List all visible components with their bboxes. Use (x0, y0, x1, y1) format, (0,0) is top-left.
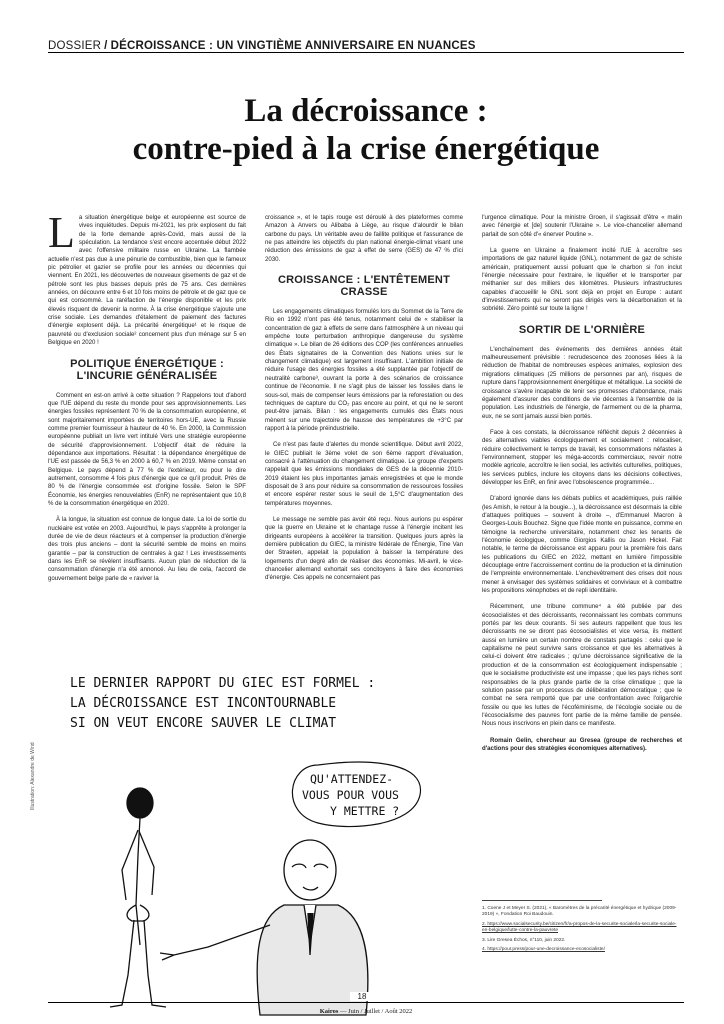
footnote-link[interactable]: 2. https://www.socialsecurity.be/citizen/fr/a-propos-de-la-securite-sociale/la-securite-sociale-en-belgique/lutte-contre-la-pauvrete (482, 921, 677, 934)
paragraph: croissance », et le tapis rouge est déroulé à des plateformes comme Amazon à Anvers ou Alibaba à Liège, au risque d'alourdir le bilan carbone du pays. Un véritable aveu de faillite politique et l'assurance de ne pas atteindre les objectifs du plan national énergie-climat visant une réduction des émissions de gaz à effet de serre (GES) de 47 % d'ici 2030. (265, 214, 463, 263)
politician-head (284, 840, 336, 900)
footer-rule (48, 1002, 684, 1003)
paragraph: Récemment, une tribune commune⁴ a été publiée par des écosocialistes et des décroissants, reconnaissant les combats communs portés par les deux courants. Si ses auteurs rappellent que tous les décroissants ne se diront pas écosocialistes et vice versa, ils mettent aussi en lumière un certain nombre de constats partagés : celui que le capitalisme ne peut survivre sans croissance et que les alternatives à celui-ci doivent être radicales ; qu'une décroissance significative de la production et de la consommation est écologiquement indispensable ; que le socialisme productiviste est une impasse ; que les pays riches sont responsables de la plus grande partie de la crise climatique ; que la solution passe par un processus de délibération démocratique ; que le combat ne sera remporté que par une confrontation avec l'oligarchie fossile ou que les luttes de l'écoféminisme, de l'écologie sociale ou de l'écosocialisme des pauvres font partie de la même famille de pensée. Nous nous inscrivons en plein dans ce manifeste. (482, 603, 682, 728)
subheading: POLITIQUE ÉNERGÉTIQUE : L'INCURIE GÉNÉRALISÉE (70, 357, 224, 382)
dropcap: L (48, 208, 75, 257)
paragraph-text: a situation énergétique belge et européenne est source de vives inquiétudes. Depuis mi-2021, les prix explosent du fait de la forte demande après-Covid, mais aussi de la spéculation. La tendance s'est encore accentuée début 2022 avec l'offensive militaire russe en Ukraine. La flambée actuelle n'est pas due à une pénurie de combustible, bien que le fameux pic pétrolier et gazier se profile pour les années ou décennies qui viennent. En 2021, les découvertes de nouveaux gisements de gaz et de pétrole sont les plus basses depuis près de 75 ans. Ces dernières années, on découvre entre 6 et 10 fois moins de pétrole et de gaz que ce qui est consommé. La raréfaction de l'énergie disponible et les prix élevés risquent de devenir la norme. À la crise énergétique s'ajoute une crise sociale. Les demandes d'étalement de paiement des factures d'énergie explosent déjà. La précarité énergétique¹ et le risque de pauvreté ou d'exclusion sociale² concernent plus d'un ménage sur 5 en Belgique en 2020 ! (48, 214, 246, 347)
paragraph: Les engagements climatiques formulés lors du Sommet de la Terre de Rio en 1992 n'ont pas été tenus, notamment celui de « stabiliser la concentration de gaz à effets de serre dans l'atmosphère à un niveau qui empêche toute perturbation anthropique dangereuse du système climatique ». Le bilan de 26 éditions des COP (les conférences annuelles des États signataires de la Convention des Nations unies sur le changement climatique) est largement insuffisant. L'ambition initiale de réduire l'usage des énergies fossiles a été supplantée par l'objectif de neutralité carbone³, ouvrant la porte à des scénarios de croissance continue de l'économie. Il ne s'agit plus de laisser les fossiles dans le sous-sol, mais de compenser leurs émissions par la reforestation ou des techniques de capture du CO₂ pas encore au point, et qui ne le seront peut-être jamais. Bilan : les engagements cumulés des États nous mènent sur une trajectoire de hausse des températures de +3°C par rapport à la période préindustrielle. (265, 308, 463, 432)
paragraph (48, 208, 246, 348)
footnotes (482, 900, 682, 956)
paragraph: Le message ne semble pas avoir été reçu. Nous aurions pu espérer que la guerre en Ukraine et le chantage russe à l'énergie incitent les dirigeants européens à accélérer la transition. Quelques jours après la dernière publication du GIEC, la ministre fédérale de l'Énergie, Tine Van der Straeten, appelait la population à baisser la température des logements d'un degré afin de réaliser des économies. Mi-avril, le vice-chancelier allemand exhortait ses concitoyens à faire des économies d'énergie. Ces appels ne concernaient pas (265, 515, 463, 582)
bubble-line-2: VOUS POUR VOUS (302, 788, 399, 802)
section-separator: / (104, 40, 108, 52)
section-topic: DÉCROISSANCE : UN VINGTIÈME ANNIVERSAIRE EN NUANCES (110, 40, 476, 52)
footnote-link[interactable]: 4. https://pour.press/pour-une-decroissance-ecosocialiste/ (482, 947, 605, 953)
paragraph: La guerre en Ukraine a finalement incité l'UE à accroître ses importations de gaz naturel liquide (GNL), notamment de gaz de schiste américain, pratiquement aussi polluant que le charbon si l'on inclut l'énergie nécessaire pour l'extraire, le liquéfier et le transporter par méthanier sur des milliers des kilomètres. Plusieurs infrastructures capables d'accueillir le GNL sont déjà en projet en Europe : autant d'investissements qui ne seront pas dirigés vers la décarbonation et la sobriété. Zéro pointé sur toute la ligne ! (482, 247, 682, 313)
paragraph: Comment en est-on arrivé à cette situation ? Rappelons tout d'abord que l'UE dépend du reste du monde pour ses approvisionnements. Les énergies fossiles représentent 70 % de la consommation européenne, et sont majoritairement importées de territoires hors-UE, avec la Russie comme premier fournisseur à hauteur de 40 %. En 2000, la Commission européenne publiait un livre vert intitulé Vers une stratégie européenne de sécurité d'approvisionnement. L'objectif était de réduire la dépendance aux importations. Résultat : la dépendance énergétique de l'UE est passée de 56,3 % en 2000 à 60,7 % en 2019. Même constat en Belgique. Le pays dépend à 77 % de l'extérieur, ou pour le dire autrement, consomme 4 fois plus d'énergie que ce qu'il produit. Près de 80 % de l'énergie consommée est d'origine fossile. Selon le SPF Économie, les énergies renouvelables (EnR) ne représentaient que 10,8 % de la consommation énergétique en 2020. (48, 391, 246, 507)
caption-line-1: LE DERNIER RAPPORT DU GIEC EST FORMEL : (70, 676, 376, 691)
paragraph: À la longue, la situation est connue de longue date. La loi de sortie du nucléaire est votée en 2003. Aujourd'hui, le pays s'apprête à prolonger la durée de vie de deux réacteurs et à compenser la production d'énergie des trois plus anciens – dont la sécurité semble de moins en moins garantie – par la construction de centrales à gaz ! Les investissements dans les EnR se révèlent insuffisants. Aucun plan de réduction de la consommation d'énergie n'a été annoncé. Au lieu de cela, l'accord de gouvernement belge parle de « raviver la (48, 516, 246, 582)
issue-date: — Juin / Juillet / Août 2022 (340, 1008, 413, 1015)
footnote: 3. Lire Gresea Échos, n°110, juin 2022. (482, 937, 566, 943)
article-title (48, 92, 684, 168)
footer (48, 1008, 684, 1015)
paragraph: Ce n'est pas faute d'alertes du monde scientifique. Début avril 2022, le GIEC publiait le 3ème volet de son 6ème rapport d'évaluation, consacré à l'atténuation du changement climatique. Le groupe d'experts rappelait que les émissions mondiales de GES de la décennie 2010-2019 étaient les plus importantes jamais enregistrées et que le monde disposait de 3 ans pour réduire sa consommation de ressources fossiles et encore espérer rester sous le seuil de 1,5°C d'augmentation des températures moyennes. (265, 441, 463, 507)
caption-line-2: LA DÉCROISSANCE EST INCONTOURNABLE (70, 696, 337, 711)
paragraph: Face à ces constats, la décroissance réfléchit depuis 2 décennies à des alternatives viables écologiquement et socialement : relocaliser, réduire collectivement le temps de travail, les consommations néfastes à l'environnement, stopper les méga-accords commerciaux, revoir notre modèle agricole, accroître le lien social, les activités culturelles, politiques, les services publics, inclure les citoyens dans les décisions collectives, développer les EnR, en finir avec l'obsolescence programmée... (482, 428, 682, 486)
title-line-1: La décroissance : (244, 93, 488, 129)
subheading: SORTIR DE L'ORNIÈRE (518, 323, 646, 336)
section-label: DOSSIER (48, 40, 102, 52)
footnote: 1. Coene J et Meyer S. (2021), « Baromètres de la précarité énergétique et hydrique (2009-2019) », Fondation Roi Baudouin. (482, 906, 677, 918)
caption-line-3: SI ON VEUT ENCORE SAUVER LE CLIMAT (70, 716, 337, 731)
header-rule (48, 52, 684, 53)
bubble-line-3: Y METTRE ? (330, 804, 400, 818)
article-column-1 (48, 208, 246, 591)
cartoon-illustration (48, 655, 468, 1024)
bubble-line-1: QU'ATTENDEZ- (310, 772, 394, 786)
cartoon-caption (70, 676, 375, 731)
footnotes-rule (482, 900, 602, 901)
page-number: 18 (350, 992, 374, 1001)
title-line-2: contre-pied à la crise énergétique (132, 131, 600, 167)
paragraph: l'urgence climatique. Pour la ministre Groen, il s'agissait d'être « malin avec l'énergie et [de] soutenir l'Ukraine ». Le vice-chancelier allemand parlait de son côté d'« énerver Poutine ». (482, 214, 682, 238)
author-signature: Romain Gelin, chercheur au Gresea (groupe de recherches et d'actions pour des stratégies économiques alternatives). (482, 736, 682, 752)
article-column-3 (482, 214, 682, 761)
paragraph: L'enchaînement des événements des dernières années était malheureusement prévisible : recrudescence des zoonoses liées à la réduction de l'habitat de nombreuses espèces animales, explosion des migrations climatiques (25 millions de personnes par an), risques de rupture dans l'approvisionnement énergétique et métallique. La société de croissance s'avère incapable de tenir ses promesses d'abondance, mais également d'assurer des conditions de vie décentes à l'ensemble de la population. Les industriels de l'énergie, de l'armement ou de la pharma, eux, ne se sont jamais aussi bien portés. (482, 345, 682, 420)
illustration-credit: Illustration: Alexandre de Wind (30, 742, 36, 810)
publication-name: Kairos (319, 1008, 339, 1015)
thin-man-head (127, 788, 153, 818)
article-column-2 (265, 214, 463, 591)
paragraph: D'abord ignorée dans les débats publics et académiques, puis raillée (les Amish, le retour à la bougie...), la décroissance est désormais la cible d'attaques politiques – souvent à droite –, d'Emmanuel Macron à Georges-Louis Bouchez. Signe que l'idée monte en puissance, comme en témoigne la recherche universitaire, notamment chez les tenants de l'économie écologique, comme Giorgios Kallis ou Jason Hickel. Fait notable, le terme de décroissance est apparu pour la première fois dans les publications du GIEC en 2022, mettant en lumière l'impossible découplage entre l'accroissement continu de la production et la diminution de l'empreinte environnementale. L'enchevêtrement des crises doit nous mener à envisager des systèmes solidaires et conviviaux et à combattre les propositions xénophobes et de repli identitaire. (482, 495, 683, 595)
section-header (48, 40, 684, 52)
subheading: CROISSANCE : L'ENTÊTEMENT CRASSE (277, 274, 450, 299)
